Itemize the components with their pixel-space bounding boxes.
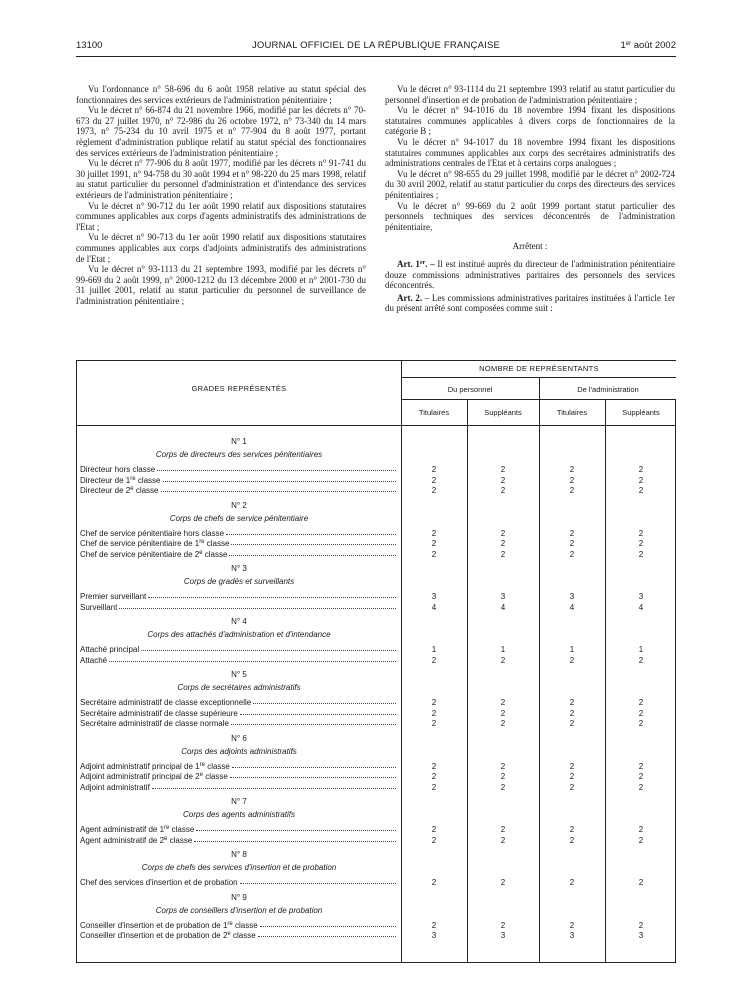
group-number: N° 7	[231, 797, 247, 806]
grade-label-text	[80, 878, 238, 887]
suppleants-personnel-value: 2	[500, 465, 506, 474]
dot-leader	[258, 931, 396, 937]
table-row	[77, 762, 677, 773]
header-personnel: Du personnel	[447, 385, 493, 394]
grade-label-text	[80, 603, 117, 612]
visa-paragraph: Vu le décret n° 93-1113 du 21 septembre 1993, modifié par les décrets n° 99-669 du 2 août 1999, n° 2000-1212 du 13 décembre 2000 et n° 2001-730 du 31 juillet 2001, relatif au statut particulier du personnel de surveillance de l'administration pénitentiaire ;	[76, 264, 366, 306]
table-row	[77, 783, 677, 794]
dot-leader	[253, 698, 396, 704]
grade-label	[80, 836, 398, 845]
suppleants-administration-value: 2	[638, 528, 644, 538]
issue-date-rest: août 2002	[631, 40, 676, 51]
representatives-table	[76, 360, 676, 963]
dot-leader	[194, 836, 396, 842]
table-row	[77, 529, 677, 540]
suppleants-administration-value: 2	[638, 835, 644, 845]
titulaires-personnel-value: 2	[431, 708, 437, 718]
suppleants-personnel-value: 2	[500, 761, 506, 771]
group-number: N° 4	[231, 617, 247, 626]
suppleants-personnel-value: 4	[500, 602, 506, 612]
titulaires-administration-value: 2	[569, 782, 575, 792]
grade-label-text	[80, 539, 229, 548]
titulaires-administration-value: 2	[569, 708, 575, 718]
grade-label-sup: e	[164, 835, 168, 842]
suppleants-administration-value: 2	[638, 920, 644, 930]
suppleants-administration-value: 2	[638, 475, 644, 485]
grade-label-main: Premier surveillant	[80, 592, 147, 601]
header-titulaires-personnel: Titulaires	[418, 408, 450, 417]
grade-label-rest: classe	[202, 549, 228, 559]
titulaires-personnel-value: 2	[431, 825, 437, 834]
article-2-text: – Les commissions administratives paritaires instituées à l'article 1er du présent arrêté sont composées comme suit :	[385, 292, 675, 314]
titulaires-administration-value: 2	[569, 761, 575, 771]
dot-leader	[119, 603, 396, 609]
grade-label-main: Chef de service pénitentiaire hors classe	[80, 528, 225, 538]
titulaires-personnel-value: 2	[431, 549, 437, 559]
dot-leader	[109, 656, 396, 662]
titulaires-personnel-value: 2	[431, 761, 437, 771]
titulaires-administration-value: 2	[569, 698, 575, 707]
suppleants-administration-value: 2	[638, 465, 644, 474]
dot-leader	[148, 592, 396, 598]
suppleants-personnel-value: 2	[500, 835, 506, 845]
suppleants-personnel-value: 2	[500, 719, 506, 728]
dot-leader	[141, 645, 396, 651]
visa-paragraph: Vu le décret n° 90-712 du 1er août 1990 relatif aux dispositions statutaires communes applicables aux corps d'agents administratifs des administrations de l'Etat ;	[76, 200, 366, 232]
suppleants-administration-value: 4	[638, 602, 644, 612]
grade-label-text	[80, 656, 107, 665]
grade-label-main: Secrétaire administratif de classe supérieure	[80, 708, 238, 718]
grade-label-rest: classe	[202, 772, 228, 781]
group-title: Corps des adjoints administratifs	[181, 746, 297, 756]
dot-leader	[232, 762, 396, 768]
dot-leader	[161, 486, 397, 492]
titulaires-personnel-value: 2	[431, 878, 437, 887]
grade-label	[80, 592, 398, 601]
group-title: Corps de secrétaires administratifs	[177, 683, 301, 692]
suppleants-personnel-value: 3	[500, 931, 506, 940]
grade-label-main: Conseiller d'insertion et de probation de 2	[80, 931, 228, 940]
table-row	[77, 486, 677, 497]
grade-label-main: Agent administratif de 1	[80, 825, 165, 834]
visa-paragraph: Vu le décret n° 94-1016 du 18 novembre 1994 fixant les dispositions statutaires communes applicables à divers corps de fonctionnaires de la catégorie B ;	[385, 105, 675, 137]
grade-label-main: Conseiller d'insertion et de probation de 1	[80, 920, 228, 930]
titulaires-administration-value: 2	[569, 835, 575, 845]
visa-paragraph: Vu le décret n° 98-655 du 29 juillet 1998, modifié par le décret n° 2002-724 du 30 avril 2002, relatif au statut particulier du corps des directeurs des services pénitentiaires ;	[385, 168, 675, 200]
titulaires-personnel-value: 2	[431, 465, 437, 474]
grade-label-text	[80, 465, 155, 474]
suppleants-personnel-value: 2	[500, 698, 506, 707]
suppleants-administration-value: 2	[638, 549, 644, 559]
grade-label-text	[80, 719, 229, 728]
dot-leader	[157, 465, 396, 471]
titulaires-administration-value: 2	[569, 465, 575, 474]
suppleants-personnel-value: 2	[500, 528, 506, 538]
grade-label-main: Secrétaire administratif de classe exceptionnelle	[80, 698, 252, 707]
table-row	[77, 878, 677, 889]
group-number: N° 3	[231, 564, 247, 573]
group-title: Corps de conseillers d'insertion et de probation	[155, 905, 323, 915]
dot-leader	[240, 878, 396, 884]
grade-label	[80, 476, 398, 485]
article-1-dash: . –	[425, 258, 435, 269]
arretent-heading: Arrêtent :	[512, 241, 548, 252]
titulaires-administration-value: 2	[569, 486, 575, 495]
titulaires-administration-value: 2	[569, 475, 575, 485]
grade-label-sup: re	[164, 825, 170, 831]
titulaires-administration-value: 2	[569, 825, 575, 834]
group-title: Corps de directeurs des services pénitentiaires	[155, 450, 323, 459]
right-text-column	[385, 84, 675, 314]
suppleants-administration-value: 2	[638, 698, 644, 707]
suppleants-personnel-value: 2	[500, 920, 506, 930]
grade-label-main: Secrétaire administratif de classe normale	[80, 719, 229, 728]
titulaires-administration-value: 2	[569, 549, 575, 559]
grade-label	[80, 656, 398, 665]
table-row	[77, 772, 677, 783]
dot-leader	[240, 709, 396, 715]
table-row	[77, 709, 677, 720]
suppleants-personnel-value: 2	[500, 782, 506, 792]
visa-paragraph: Vu le décret n° 99-669 du 2 août 1999 portant statut particulier des personnels techniques des services déconcentrés de l'administration pénitentiaire,	[385, 200, 675, 232]
header-nombre: NOMBRE DE REPRÉSENTANTS	[479, 364, 599, 373]
dot-leader	[260, 921, 396, 927]
grade-label-text	[80, 529, 224, 538]
article-1-text: Il est institué auprès du directeur de l'administration pénitentiaire douze commissions administratives paritaires des personnels des services déconcentrés.	[385, 258, 675, 291]
issue-date-day: 1	[620, 40, 626, 51]
grade-label-rest: classe	[204, 761, 230, 771]
titulaires-personnel-value: 2	[431, 655, 437, 665]
group-number: N° 9	[231, 892, 247, 902]
table-row	[77, 465, 677, 476]
grade-label-text	[80, 486, 159, 495]
grade-label	[80, 772, 398, 781]
titulaires-personnel-value: 3	[431, 592, 437, 601]
grade-label-text	[80, 709, 238, 718]
group-title: Corps de chefs de service pénitentiaire	[169, 513, 309, 523]
grade-label-rest: classe	[133, 486, 159, 495]
group-number: N° 8	[231, 850, 247, 859]
article-1-label: Art. 1	[397, 258, 420, 269]
grade-label-text	[80, 645, 139, 654]
grade-label-text	[80, 783, 150, 792]
header-rule	[76, 56, 676, 57]
group-number: N° 5	[231, 670, 247, 679]
dot-leader	[231, 539, 396, 545]
header-suppleants-administration: Suppléants	[622, 408, 660, 417]
titulaires-administration-value: 4	[569, 602, 575, 612]
grade-label-main: Adjoint administratif principal de 2	[80, 772, 200, 781]
suppleants-personnel-value: 2	[500, 825, 506, 834]
visa-paragraph: Vu l'ordonnance n° 58-696 du 6 août 1958 relative au statut spécial des fonctionnaires des services extérieurs de l'administration pénitentiaire ;	[76, 84, 366, 105]
titulaires-administration-value: 2	[569, 772, 575, 781]
grade-label-sup: re	[199, 539, 205, 545]
suppleants-administration-value: 2	[638, 772, 644, 781]
grade-label-rest: classe	[169, 825, 195, 834]
group-number: N° 6	[231, 733, 247, 743]
grade-label-main: Chef des services d'insertion et de probation	[80, 878, 238, 887]
visa-paragraph: Vu le décret n° 66-874 du 21 novembre 1966, modifié par les décrets n° 70-673 du 27 juillet 1970, n° 72-986 du 26 octobre 1972, n° 73-340 du 14 mars 1973, n° 75-234 du 10 avril 1975 et n° 77-904 du 8 août 1977, portant règlement d'administration publique relatif au statut spécial des fonctionnaires des services extérieurs de l'administration pénitentiaire ;	[76, 105, 366, 158]
suppleants-personnel-value: 2	[500, 772, 506, 781]
table-row	[77, 931, 677, 942]
grade-label	[80, 878, 398, 887]
suppleants-personnel-value: 3	[500, 592, 506, 601]
grade-label-rest: classe	[167, 835, 193, 845]
grade-label-main: Chef de service pénitentiaire de 2	[80, 549, 200, 559]
journal-title: JOURNAL OFFICIEL DE LA RÉPUBLIQUE FRANÇAISE	[251, 40, 501, 51]
article-1-sup: er	[419, 259, 426, 266]
titulaires-personnel-value: 2	[431, 528, 437, 538]
suppleants-administration-value: 2	[638, 655, 644, 665]
grade-label	[80, 603, 398, 612]
grade-label	[80, 762, 398, 771]
suppleants-personnel-value: 2	[500, 655, 506, 665]
titulaires-personnel-value: 4	[431, 602, 437, 612]
suppleants-administration-value: 2	[638, 761, 644, 771]
table-row	[77, 550, 677, 561]
page-header	[76, 40, 676, 54]
dot-leader	[163, 476, 397, 482]
visa-paragraph: Vu le décret n° 77-906 du 8 août 1977, modifié par les décrets n° 91-741 du 30 juillet 1991, n° 94-758 du 30 août 1994 et n° 98-220 du 25 mars 1998, relatif au statut particulier du personnel d'administration et d'intendance des services extérieurs de l'administration pénitentiaire ;	[76, 158, 366, 200]
grade-label-sup: e	[130, 486, 134, 492]
titulaires-personnel-value: 2	[431, 772, 437, 781]
grade-label	[80, 465, 398, 474]
grade-label	[80, 645, 398, 654]
titulaires-administration-value: 2	[569, 655, 575, 665]
suppleants-personnel-value: 2	[500, 549, 506, 559]
table-row	[77, 698, 677, 709]
table-row	[77, 645, 677, 656]
group-title: Corps de chefs des services d'insertion et de probation	[141, 863, 337, 872]
grade-label-rest: classe	[135, 475, 161, 485]
grade-label-main: Directeur de 2	[80, 486, 131, 495]
titulaires-personnel-value: 3	[431, 931, 437, 940]
visa-paragraph: Vu le décret n° 94-1017 du 18 novembre 1994 fixant les dispositions statutaires communes applicables aux corps des secrétaires administratifs des administrations centrales de l'Etat et à certains corps analogues ;	[385, 136, 675, 169]
grade-label-sup: e	[227, 931, 231, 937]
suppleants-personnel-value: 2	[500, 878, 506, 887]
grade-label	[80, 698, 398, 707]
suppleants-administration-value: 2	[638, 782, 644, 792]
grade-label-main: Attaché principal	[80, 645, 140, 654]
table-row	[77, 836, 677, 847]
dot-leader	[230, 772, 396, 778]
header-administration: De l'administration	[577, 385, 639, 394]
suppleants-administration-value: 2	[638, 486, 644, 495]
grade-label-main: Surveillant	[80, 602, 118, 612]
issue-date	[620, 40, 676, 51]
group-title: Corps des attachés d'administration et d'intendance	[147, 630, 331, 639]
titulaires-administration-value: 3	[569, 931, 575, 940]
grade-label-sup: e	[199, 772, 203, 778]
titulaires-administration-value: 2	[569, 719, 575, 728]
group-title: Corps de gradés et surveillants	[183, 577, 295, 586]
titulaires-personnel-value: 2	[431, 698, 437, 707]
grade-label-sup: re	[199, 761, 205, 768]
grade-label-text	[80, 921, 258, 930]
titulaires-administration-value: 2	[569, 528, 575, 538]
grade-label-text	[80, 592, 146, 601]
grade-label-text	[80, 825, 194, 834]
table-row	[77, 603, 677, 614]
grade-label-text	[80, 476, 161, 485]
visa-paragraph: Vu le décret n° 90-713 du 1er août 1990 relatif aux dispositions statutaires communes applicables aux corps d'adjoints administratifs des administrations de l'Etat ;	[76, 232, 366, 264]
suppleants-administration-value: 2	[638, 878, 644, 887]
grade-label-main: Directeur hors classe	[80, 465, 156, 474]
table-row	[77, 719, 677, 730]
titulaires-personnel-value: 2	[431, 475, 437, 485]
grade-label-text	[80, 550, 227, 559]
grade-label	[80, 825, 398, 834]
dot-leader	[231, 719, 396, 725]
grade-label-main: Chef de service pénitentiaire de 1	[80, 539, 200, 548]
titulaires-administration-value: 2	[569, 539, 575, 548]
titulaires-personnel-value: 2	[431, 920, 437, 930]
grade-label	[80, 486, 398, 495]
suppleants-personnel-value: 2	[500, 475, 506, 485]
grade-label-rest: classe	[232, 920, 258, 930]
grade-label	[80, 931, 398, 940]
left-text-column	[76, 84, 366, 306]
titulaires-administration-value: 2	[569, 920, 575, 930]
article-1	[385, 258, 675, 291]
grade-label	[80, 719, 398, 728]
titulaires-personnel-value: 2	[431, 539, 437, 548]
page-number: 13100	[76, 40, 103, 51]
grade-label-main: Attaché	[80, 655, 108, 665]
visa-paragraph: Vu le décret n° 93-1114 du 21 septembre 1993 relatif au statut particulier du personnel d'insertion et de probation de l'administration pénitentiaire ;	[385, 84, 675, 105]
table-row	[77, 539, 677, 550]
grade-label	[80, 539, 398, 548]
table-hline	[401, 399, 675, 400]
dot-leader	[196, 825, 396, 831]
suppleants-administration-value: 2	[638, 719, 644, 728]
table-row	[77, 656, 677, 667]
suppleants-administration-value: 2	[638, 825, 644, 834]
table-row	[77, 921, 677, 932]
grade-label	[80, 921, 398, 930]
suppleants-personnel-value: 2	[500, 708, 506, 718]
suppleants-personnel-value: 2	[500, 539, 506, 548]
suppleants-administration-value: 3	[638, 592, 644, 601]
titulaires-personnel-value: 2	[431, 835, 437, 845]
dot-leader	[229, 550, 396, 556]
group-number: N° 2	[231, 500, 247, 510]
suppleants-administration-value: 1	[638, 645, 644, 654]
grade-label-main: Directeur de 1	[80, 475, 131, 485]
group-number: N° 1	[231, 437, 247, 446]
grade-label-sup: e	[199, 549, 203, 556]
grade-label	[80, 550, 398, 559]
grade-label-text	[80, 762, 230, 771]
grade-label-rest: classe	[204, 539, 230, 548]
grade-label-main: Adjoint administratif principal de 1	[80, 761, 200, 771]
dot-leader	[152, 783, 396, 789]
suppleants-personnel-value: 1	[500, 645, 506, 654]
grade-label-main: Adjoint administratif	[80, 782, 150, 792]
table-row	[77, 592, 677, 603]
article-2-label: Art. 2.	[397, 292, 423, 303]
grade-label	[80, 529, 398, 538]
suppleants-administration-value: 2	[638, 708, 644, 718]
suppleants-administration-value: 2	[638, 539, 644, 548]
grade-label-sup: re	[227, 920, 233, 927]
grade-label-main: Agent administratif de 2	[80, 835, 165, 845]
table-row	[77, 825, 677, 836]
header-titulaires-administration: Titulaires	[556, 408, 588, 417]
grade-label-text	[80, 772, 228, 781]
header-grades: GRADES REPRÉSENTÉS	[191, 384, 287, 393]
article-2	[385, 293, 675, 314]
header-suppleants-personnel: Suppléants	[484, 408, 522, 417]
suppleants-personnel-value: 2	[500, 486, 506, 495]
grade-label-sup: re	[130, 475, 136, 482]
grade-label	[80, 709, 398, 718]
grade-label	[80, 783, 398, 792]
dot-leader	[226, 529, 396, 535]
titulaires-administration-value: 2	[569, 878, 575, 887]
grade-label-text	[80, 836, 192, 845]
titulaires-personnel-value: 2	[431, 782, 437, 792]
table-row	[77, 476, 677, 487]
titulaires-personnel-value: 1	[431, 645, 437, 654]
titulaires-administration-value: 3	[569, 592, 575, 601]
grade-label-rest: classe	[230, 931, 256, 940]
group-title: Corps des agents administratifs	[182, 810, 296, 819]
table-header-bottom	[77, 425, 675, 426]
titulaires-personnel-value: 2	[431, 486, 437, 495]
grade-label-text	[80, 931, 256, 940]
suppleants-administration-value: 3	[638, 931, 644, 940]
issue-date-sup: er	[625, 41, 632, 47]
titulaires-administration-value: 1	[569, 645, 575, 654]
grade-label-text	[80, 698, 251, 707]
titulaires-personnel-value: 2	[431, 719, 437, 728]
